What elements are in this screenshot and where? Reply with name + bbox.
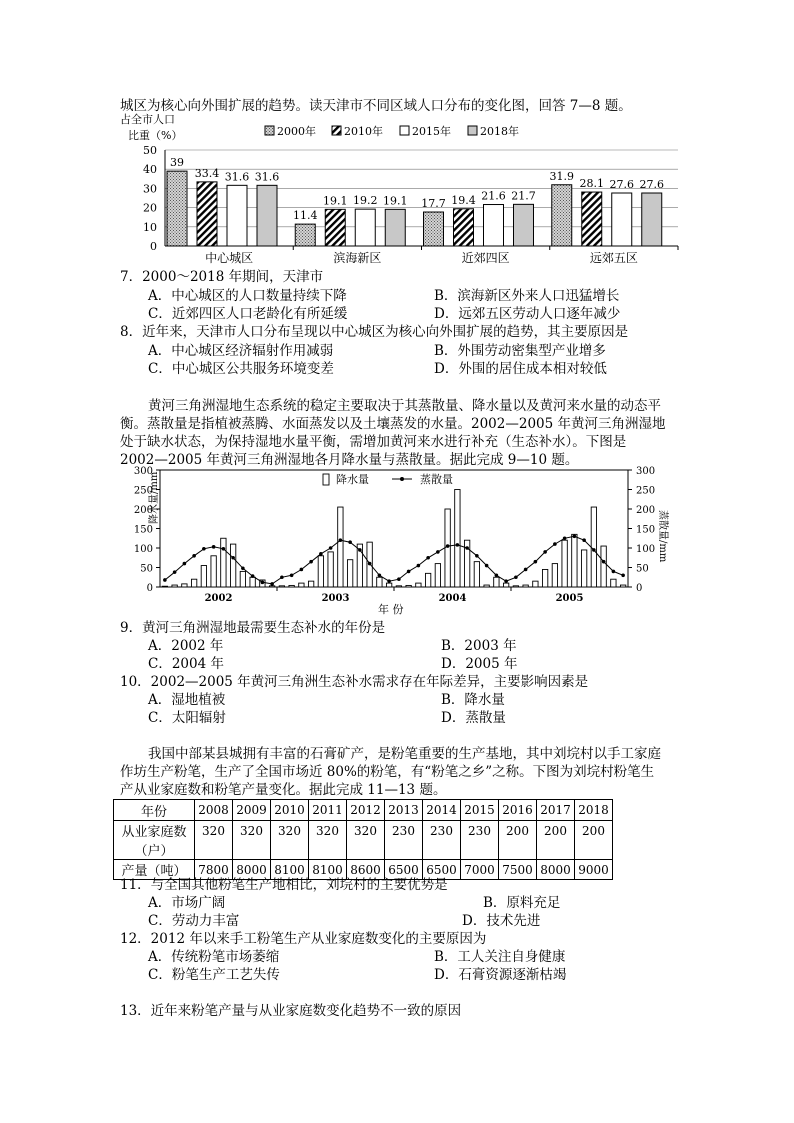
data-label: 27.6 xyxy=(609,178,634,192)
q10-option-d[interactable]: D．蒸散量 xyxy=(441,710,506,726)
data-label: 39 xyxy=(170,156,184,170)
evap-point xyxy=(329,546,333,550)
x-category-label: 中心城区 xyxy=(205,251,254,265)
data-label: 31.9 xyxy=(549,169,574,183)
q10-stem: 10．2002—2005 年黄河三角洲生态补水需求存在年际差异，主要影响因素是 xyxy=(120,674,589,690)
precip-bar xyxy=(494,577,499,587)
precip-bar xyxy=(396,586,401,587)
legend-line-dot xyxy=(400,477,404,481)
q8-option-b[interactable]: B．外围劳动密集型产业增多 xyxy=(434,343,606,359)
q9-option-b[interactable]: B．2003 年 xyxy=(441,638,517,654)
evap-point xyxy=(339,538,343,542)
table-cell: 2018 xyxy=(575,800,613,821)
data-label: 33.4 xyxy=(194,166,220,180)
precip-bar xyxy=(221,538,226,587)
intro-text: 城区为核心向外围扩展的趋势。读天津市不同区域人口分布的变化图，回答 7—8 题。 xyxy=(120,98,632,114)
evap-point xyxy=(319,552,323,556)
evap-point xyxy=(495,574,499,578)
evap-point xyxy=(534,560,538,564)
chalk-data-table xyxy=(113,799,613,880)
precip-bar xyxy=(601,546,606,587)
precip-bar xyxy=(445,509,450,587)
evap-point xyxy=(553,542,557,546)
table-header-year: 年份 xyxy=(114,800,195,821)
bar xyxy=(454,209,474,246)
evap-point xyxy=(602,560,606,564)
table-cell: 2012 xyxy=(347,800,385,821)
precip-bar xyxy=(230,544,235,587)
evap-point xyxy=(222,547,226,551)
table-cell: 2008 xyxy=(195,800,233,821)
q13-stem: 13．近年来粉笔产量与从业家庭数变化趋势不一致的原因 xyxy=(120,1003,462,1019)
table-cell: 7000 xyxy=(461,860,499,880)
table-row xyxy=(114,800,613,821)
q9-option-c[interactable]: C．2004 年 xyxy=(148,656,224,672)
evap-point xyxy=(358,548,362,552)
precip-bar xyxy=(386,583,391,587)
x-year-label: 2003 xyxy=(321,593,350,604)
data-label: 11.4 xyxy=(293,209,318,223)
y-tick-label-right: 200 xyxy=(636,505,656,516)
precip-evap-chart xyxy=(110,465,690,617)
table-cell: 7800 xyxy=(195,860,233,880)
evap-point xyxy=(426,556,430,560)
evap-point xyxy=(407,570,411,574)
table-cell: 2013 xyxy=(385,800,423,821)
bar xyxy=(295,224,315,246)
data-label: 19.1 xyxy=(383,194,408,208)
data-label: 17.7 xyxy=(421,197,446,211)
evap-point xyxy=(417,564,421,568)
bar xyxy=(257,185,277,246)
q7-option-b[interactable]: B．滨海新区外来人口迅猛增长 xyxy=(434,288,620,304)
q9-option-d[interactable]: D．2005 年 xyxy=(441,656,518,672)
evap-point xyxy=(456,543,460,547)
precip-bar xyxy=(250,577,255,587)
precip-bar xyxy=(591,507,596,587)
legend-bar-label: 降水量 xyxy=(336,473,369,486)
legend-bar-swatch xyxy=(323,474,329,485)
q10-option-b[interactable]: B．降水量 xyxy=(441,692,505,708)
q12-option-b[interactable]: B．工人关注自身健康 xyxy=(434,949,566,965)
table-cell: 200 xyxy=(537,821,575,860)
precip-bar xyxy=(455,490,460,588)
table-cell: 230 xyxy=(423,821,461,860)
evap-point xyxy=(592,548,596,552)
evap-point xyxy=(504,579,508,583)
precip-bar xyxy=(289,585,294,587)
y-tick-label: 0 xyxy=(150,240,157,253)
para3-line2: 作坊生产粉笔，生产了全国市场近 80%的粉笔，有“粉笔之乡”之称。下图为刘垸村粉笔生 xyxy=(120,764,655,780)
precip-bar xyxy=(308,581,313,587)
evap-point xyxy=(475,554,479,558)
legend-label: 2000年 xyxy=(277,125,316,138)
y-axis-label-line2: 比重（%） xyxy=(128,129,183,142)
table-cell: 320 xyxy=(309,821,347,860)
y-tick-label-left: 250 xyxy=(133,485,153,497)
population-bar-chart xyxy=(110,113,680,268)
evap-point xyxy=(290,574,294,578)
q11-stem: 11．与全国其他粉笔生产地相比，刘垸村的主要优势是 xyxy=(120,877,448,893)
precip-bar xyxy=(347,560,352,587)
bar xyxy=(612,193,632,246)
data-label: 19.2 xyxy=(353,194,378,208)
y-tick-label-right: 0 xyxy=(636,583,643,594)
table-cell: 230 xyxy=(461,821,499,860)
evap-point xyxy=(368,562,372,566)
q9-option-a[interactable]: A．2002 年 xyxy=(148,638,224,654)
table-header-output: 产量（吨） xyxy=(114,860,195,880)
table-cell: 8100 xyxy=(271,860,309,880)
table-cell: 6500 xyxy=(423,860,461,880)
table-row xyxy=(114,821,613,860)
evap-point xyxy=(563,536,567,540)
precip-bar xyxy=(425,573,430,587)
q7-option-d[interactable]: D．远郊五区劳动人口逐年减少 xyxy=(434,306,621,322)
q7-option-a[interactable]: A．中心城区的人口数量持续下降 xyxy=(148,288,347,304)
evap-point xyxy=(241,566,245,570)
legend-swatch xyxy=(400,126,409,135)
evap-point xyxy=(300,568,304,572)
evap-point xyxy=(280,575,284,579)
para2-line2: 衡。蒸散量是指植被蒸腾、水面蒸发以及土壤蒸发的水量。2002—2005 年黄河三角洲湿地 xyxy=(120,416,666,432)
table-cell: 8100 xyxy=(309,860,347,880)
y-tick-label-left: 50 xyxy=(140,563,153,575)
evap-point xyxy=(465,546,469,550)
data-label: 31.6 xyxy=(224,170,250,184)
evap-point xyxy=(270,582,274,586)
precip-bar xyxy=(211,556,216,587)
precip-bar xyxy=(201,566,206,587)
precip-bar xyxy=(533,581,538,587)
data-label: 21.7 xyxy=(511,189,536,203)
y-tick-label-right: 50 xyxy=(636,563,649,575)
legend-label: 2015年 xyxy=(412,125,451,138)
table-cell: 9000 xyxy=(575,860,613,880)
data-label: 19.1 xyxy=(323,194,348,208)
table-cell: 2011 xyxy=(309,800,347,821)
bar xyxy=(582,192,602,246)
y-tick-label-right: 300 xyxy=(636,466,656,477)
bar xyxy=(424,212,444,246)
y-tick-label: 50 xyxy=(143,144,157,157)
bar xyxy=(355,209,375,246)
y-axis-left-label: 降水量/mm xyxy=(149,471,160,524)
q12-option-c[interactable]: C．粉笔生产工艺失传 xyxy=(148,967,280,983)
chart1-bars xyxy=(167,156,664,246)
bar xyxy=(484,205,504,246)
q10-option-a[interactable]: A．湿地植被 xyxy=(148,692,226,708)
q12-option-d[interactable]: D．石膏资源逐渐枯竭 xyxy=(434,967,567,983)
evap-point xyxy=(348,540,352,544)
evap-point xyxy=(192,554,196,558)
table-cell: 200 xyxy=(575,821,613,860)
table-cell: 200 xyxy=(499,821,537,860)
bar xyxy=(325,209,345,246)
table-cell: 6500 xyxy=(385,860,423,880)
evap-point xyxy=(543,550,547,554)
evap-point xyxy=(163,578,167,582)
y-axis-label-line1: 占全市人口 xyxy=(120,113,175,126)
precip-bar xyxy=(299,583,304,587)
q10-option-c[interactable]: C．太阳辐射 xyxy=(148,710,226,726)
evap-point xyxy=(202,547,206,551)
evap-point xyxy=(514,575,518,579)
para2-line1: 黄河三角洲湿地生态系统的稳定主要取决于其蒸散量、降水量以及黄河来水量的动态平 xyxy=(148,398,661,414)
evap-point xyxy=(524,568,528,572)
y-tick-label-right: 250 xyxy=(636,485,656,497)
x-year-label: 2004 xyxy=(438,593,467,604)
y-tick-label: 20 xyxy=(143,201,157,215)
precip-bar xyxy=(162,586,167,587)
data-label: 28.1 xyxy=(579,177,604,191)
evap-point xyxy=(251,574,255,578)
x-category-label: 近郊四区 xyxy=(461,251,510,265)
q8-stem: 8．近年来，天津市人口分布呈现以中心城区为核心向外围扩展的趋势，其主要原因是 xyxy=(120,324,629,340)
q9-stem: 9．黄河三角洲湿地最需要生态补水的年份是 xyxy=(120,620,386,636)
legend-swatch xyxy=(468,126,477,135)
evap-point xyxy=(446,544,450,548)
precip-bar xyxy=(523,585,528,587)
chart1-legend xyxy=(265,124,519,138)
y-tick-label: 10 xyxy=(143,220,157,234)
q12-stem: 12．2012 年以来手工粉笔生产从业家庭数变化的主要原因为 xyxy=(120,931,487,947)
evap-point xyxy=(261,581,265,585)
table-header-households: 从业家庭数 （户） xyxy=(114,821,195,860)
evap-point xyxy=(621,574,625,578)
evap-point xyxy=(397,577,401,581)
data-label: 19.4 xyxy=(451,193,476,207)
table-cell: 320 xyxy=(195,821,233,860)
precip-bar xyxy=(279,586,284,587)
precip-bar xyxy=(562,540,567,587)
y-tick-label-left: 300 xyxy=(133,466,153,477)
y-axis-right-label: 蒸散量/mm xyxy=(657,510,668,563)
legend-label: 2018年 xyxy=(480,125,519,138)
q12-option-a[interactable]: A．传统粉笔市场萎缩 xyxy=(148,949,280,965)
precip-bar xyxy=(474,562,479,587)
bar xyxy=(642,193,662,246)
table-cell: 2017 xyxy=(537,800,575,821)
precip-bar xyxy=(172,585,177,587)
evap-point xyxy=(378,574,382,578)
evap-point xyxy=(436,550,440,554)
y-tick-label: 30 xyxy=(143,182,157,196)
bar xyxy=(385,209,405,246)
precip-bar xyxy=(611,579,616,587)
table-cell: 2015 xyxy=(461,800,499,821)
evap-point xyxy=(612,570,616,574)
precip-bar xyxy=(377,577,382,587)
y-tick-label-left: 100 xyxy=(133,544,153,555)
y-tick-label-left: 150 xyxy=(133,524,153,536)
chart2-legend xyxy=(323,472,453,486)
q11-option-c[interactable]: C．劳动力丰富 xyxy=(148,913,240,929)
table-cell: 2010 xyxy=(271,800,309,821)
table-cell: 2009 xyxy=(233,800,271,821)
precip-bar xyxy=(182,584,187,587)
table-cell: 8000 xyxy=(537,860,575,880)
precip-bar xyxy=(191,579,196,587)
para3-line1: 我国中部某县城拥有丰富的石膏矿产，是粉笔重要的生产基地，其中刘垸村以手工家庭 xyxy=(148,746,661,762)
precip-bar xyxy=(581,550,586,587)
precip-bar xyxy=(513,586,518,587)
y-tick-label-left: 200 xyxy=(133,505,153,516)
precip-bar xyxy=(503,583,508,587)
data-label: 21.6 xyxy=(481,189,506,203)
q11-option-d[interactable]: D．技术先进 xyxy=(462,913,541,929)
q7-stem: 7．2000～2018 年期间，天津市 xyxy=(120,269,324,285)
y-tick-label-left: 0 xyxy=(146,583,153,594)
precip-bar xyxy=(484,585,489,587)
bar xyxy=(167,171,187,246)
table-cell: 8600 xyxy=(347,860,385,880)
bar xyxy=(552,185,572,246)
precip-bar xyxy=(240,571,245,587)
table-cell: 320 xyxy=(271,821,309,860)
q11-option-a[interactable]: A．市场广阔 xyxy=(148,895,226,911)
precip-bar xyxy=(552,564,557,587)
legend-swatch xyxy=(265,126,274,135)
q11-option-b[interactable]: B．原料充足 xyxy=(483,895,561,911)
para2-line4: 2002—2005 年黄河三角洲湿地各月降水量与蒸散量。据此完成 9—10 题。 xyxy=(120,452,579,468)
evap-point xyxy=(485,564,489,568)
data-label: 31.6 xyxy=(254,170,280,184)
bar xyxy=(227,185,247,246)
chart2-precip-bars xyxy=(162,490,626,588)
y-tick-label-right: 150 xyxy=(636,524,656,536)
precip-bar xyxy=(328,552,333,587)
table-cell: 320 xyxy=(233,821,271,860)
table-cell: 230 xyxy=(385,821,423,860)
q8-option-c[interactable]: C．中心城区公共服务环境变差 xyxy=(148,361,334,377)
evap-point xyxy=(183,562,187,566)
precip-bar xyxy=(435,564,440,587)
bar xyxy=(514,204,534,246)
x-year-label: 2002 xyxy=(204,593,233,604)
para2-line3: 处于缺水状态，为保持湿地水量平衡，需增加黄河来水进行补充（生态补水）。下图是 xyxy=(120,434,627,450)
x-year-label: 2005 xyxy=(555,593,584,604)
legend-line-label: 蒸散量 xyxy=(420,473,453,486)
evap-point xyxy=(173,570,177,574)
x-axis-label: 年 份 xyxy=(378,603,404,616)
y-tick-label: 40 xyxy=(143,163,157,177)
evap-point xyxy=(387,579,391,583)
table-cell: 320 xyxy=(347,821,385,860)
data-label: 27.6 xyxy=(639,178,664,192)
evap-point xyxy=(212,545,216,549)
table-cell: 8000 xyxy=(233,860,271,880)
legend-label: 2010年 xyxy=(344,125,383,138)
evap-point xyxy=(573,535,577,539)
y-tick-label-right: 100 xyxy=(636,544,656,555)
precip-bar xyxy=(318,556,323,587)
precip-bar xyxy=(572,534,577,587)
evap-point xyxy=(231,556,235,560)
precip-bar xyxy=(406,585,411,587)
evap-point xyxy=(309,560,313,564)
precip-bar xyxy=(416,583,421,587)
precip-bar xyxy=(338,507,343,587)
table-cell: 2016 xyxy=(499,800,537,821)
legend-swatch xyxy=(332,126,341,135)
q8-option-d[interactable]: D．外围的居住成本相对较低 xyxy=(434,361,607,377)
x-category-label: 滨海新区 xyxy=(333,251,382,265)
bar xyxy=(197,182,217,246)
table-cell: 7500 xyxy=(499,860,537,880)
precip-bar xyxy=(542,569,547,587)
precip-bar xyxy=(269,586,274,587)
para3-line3: 产从业家庭数和粉笔产量变化。据此完成 11—13 题。 xyxy=(120,782,447,798)
precip-bar xyxy=(620,585,625,587)
q7-option-c[interactable]: C．近郊四区人口老龄化有所延缓 xyxy=(148,306,348,322)
x-category-label: 远郊五区 xyxy=(589,251,638,265)
q8-option-a[interactable]: A．中心城区经济辐射作用减弱 xyxy=(148,343,334,359)
table-cell: 2014 xyxy=(423,800,461,821)
evap-point xyxy=(582,538,586,542)
